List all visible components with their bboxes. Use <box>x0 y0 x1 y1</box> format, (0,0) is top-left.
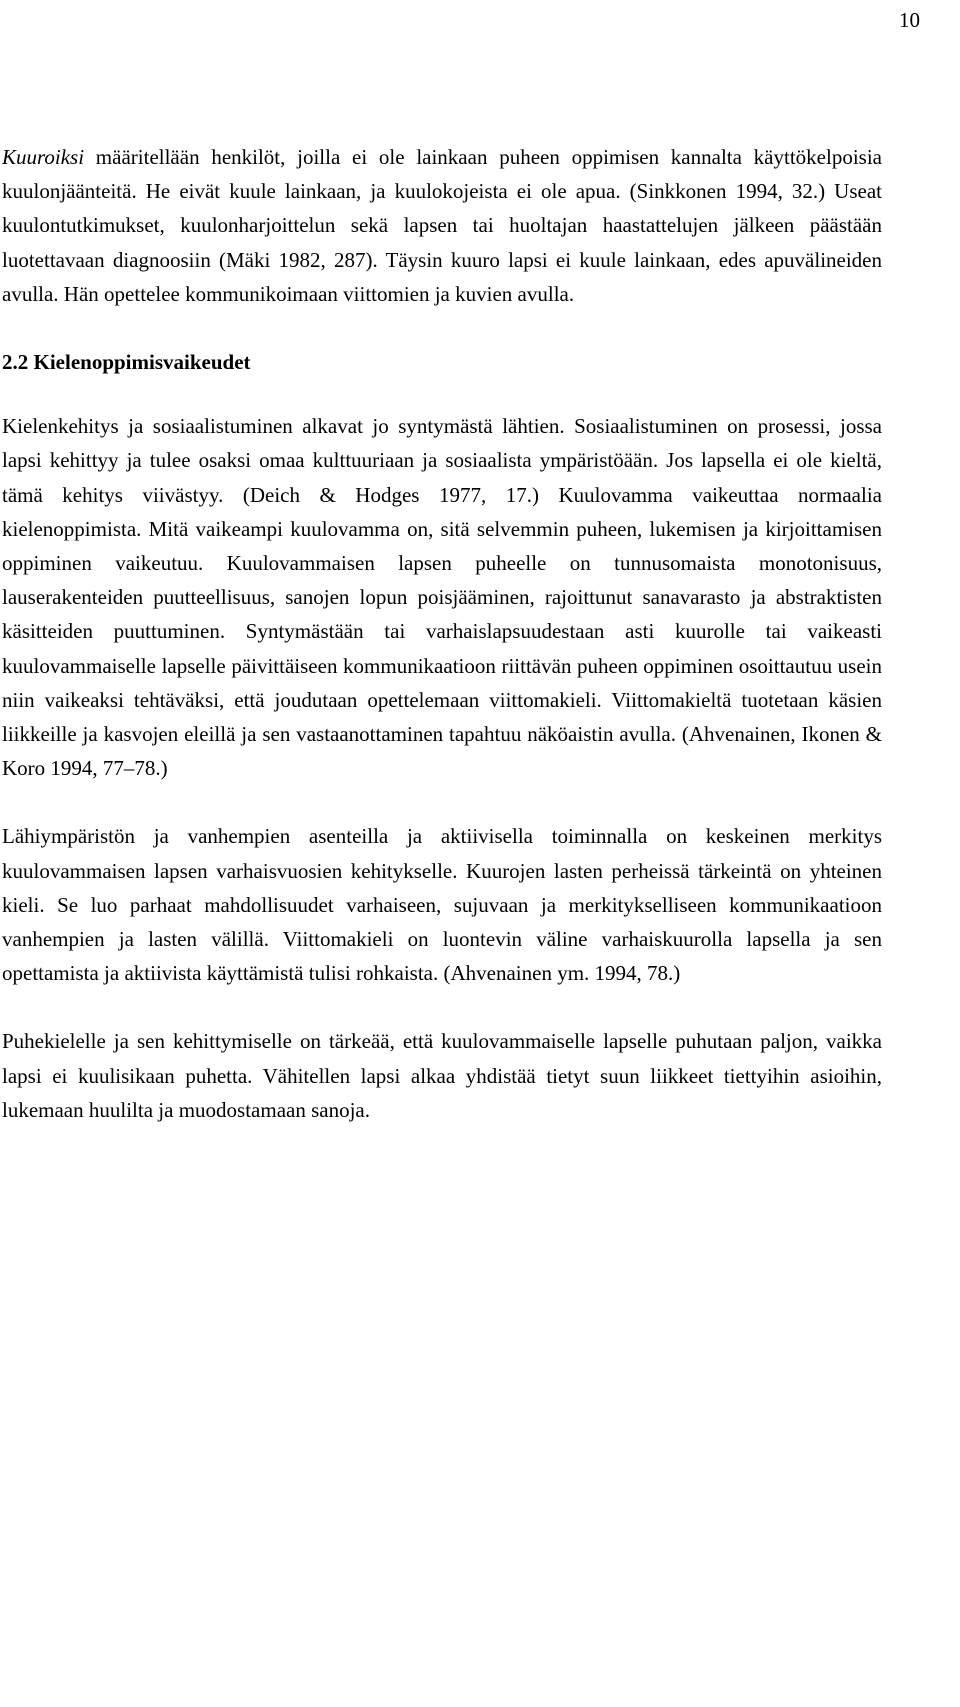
section-heading: 2.2 Kielenoppimisvaikeudet <box>2 350 251 375</box>
defined-term: Kuuroiksi <box>2 145 85 169</box>
paragraph-text: määritellään henkilöt, joilla ei ole lainkaan puheen oppimisen kannalta käyttökelpoisia kuulonjäänteitä. He eivät kuule lainkaan, ja kuulokojeista ei ole apua. (Sinkkonen 1994, 32.) Useat kuulontutkimukset, kuulonharjoittelun sekä lapsen tai huoltajan haastattelujen jälkeen päästään luotettavaan diagnoosiin (Mäki 1982, 287). Täysin kuuro lapsi ei kuule lainkaan, edes apuvälineiden avulla. Hän opettelee kommunikoimaan viittomien ja kuvien avulla. <box>2 145 882 306</box>
paragraph-language-development: Kielenkehitys ja sosiaalistuminen alkavat jo syntymästä lähtien. Sosiaalistuminen on prosessi, jossa lapsi kehittyy ja tulee osaksi omaa kulttuuriaan ja sosiaalista ympäristöään. Jos lapsella ei ole kieltä, tämä kehitys viivästyy. (Deich & Hodges 1977, 17.) Kuulovamma vaikeuttaa normaalia kielenoppimista. Mitä vaikeampi kuulovamma on, sitä selvemmin puheen, lukemisen ja kirjoittamisen oppiminen vaikeutuu. Kuulovammaisen lapsen puheelle on tunnusomaista monotonisuus, lauserakenteiden puutteellisuus, sanojen lopun poisjääminen, rajoittunut sanavarasto ja abstraktisten käsitteiden puuttuminen. Syntymästään tai varhaislapsuudestaan asti kuurolle tai vaikeasti kuulovammaiselle lapselle päivittäiseen kommunikaatioon riittävän puheen oppiminen osoittautuu usein niin vaikeaksi tehtäväksi, että joudutaan opettelemaan viittomakieli. Viittomakieltä tuotetaan käsien liikkeille ja kasvojen eleillä ja sen vastaanottaminen tapahtuu näköaistin avulla. (Ahvenainen, Ikonen & Koro 1994, 77–78.) <box>2 414 882 781</box>
page-number: 10 <box>899 8 920 32</box>
paragraph-spoken-language: Puhekielelle ja sen kehittymiselle on tärkeää, että kuulovammaiselle lapselle puhutaan paljon, vaikka lapsi ei kuulisikaan puhetta. Vähitellen lapsi alkaa yhdistää tietyt suun liikkeet tiettyihin asioihin, lukemaan huulilta ja muodostamaan sanoja. <box>2 1029 882 1122</box>
document-body <box>2 140 882 1127</box>
paragraph-environment: Lähiympäristön ja vanhempien asenteilla ja aktiivisella toiminnalla on keskeinen merkitys kuulovammaisen lapsen varhaisvuosien kehitykselle. Kuurojen lasten perheissä tärkeintä on yhteinen kieli. Se luo parhaat mahdollisuudet varhaiseen, sujuvaan ja merkitykselliseen kommunikaatioon vanhempien ja lasten välillä. Viittomakieli on luontevin väline varhaiskuurolla lapsella ja sen opettamista ja aktiivista käyttämistä tulisi rohkaista. (Ahvenainen ym. 1994, 78.) <box>2 824 882 986</box>
paragraph-deaf-definition <box>2 140 882 311</box>
